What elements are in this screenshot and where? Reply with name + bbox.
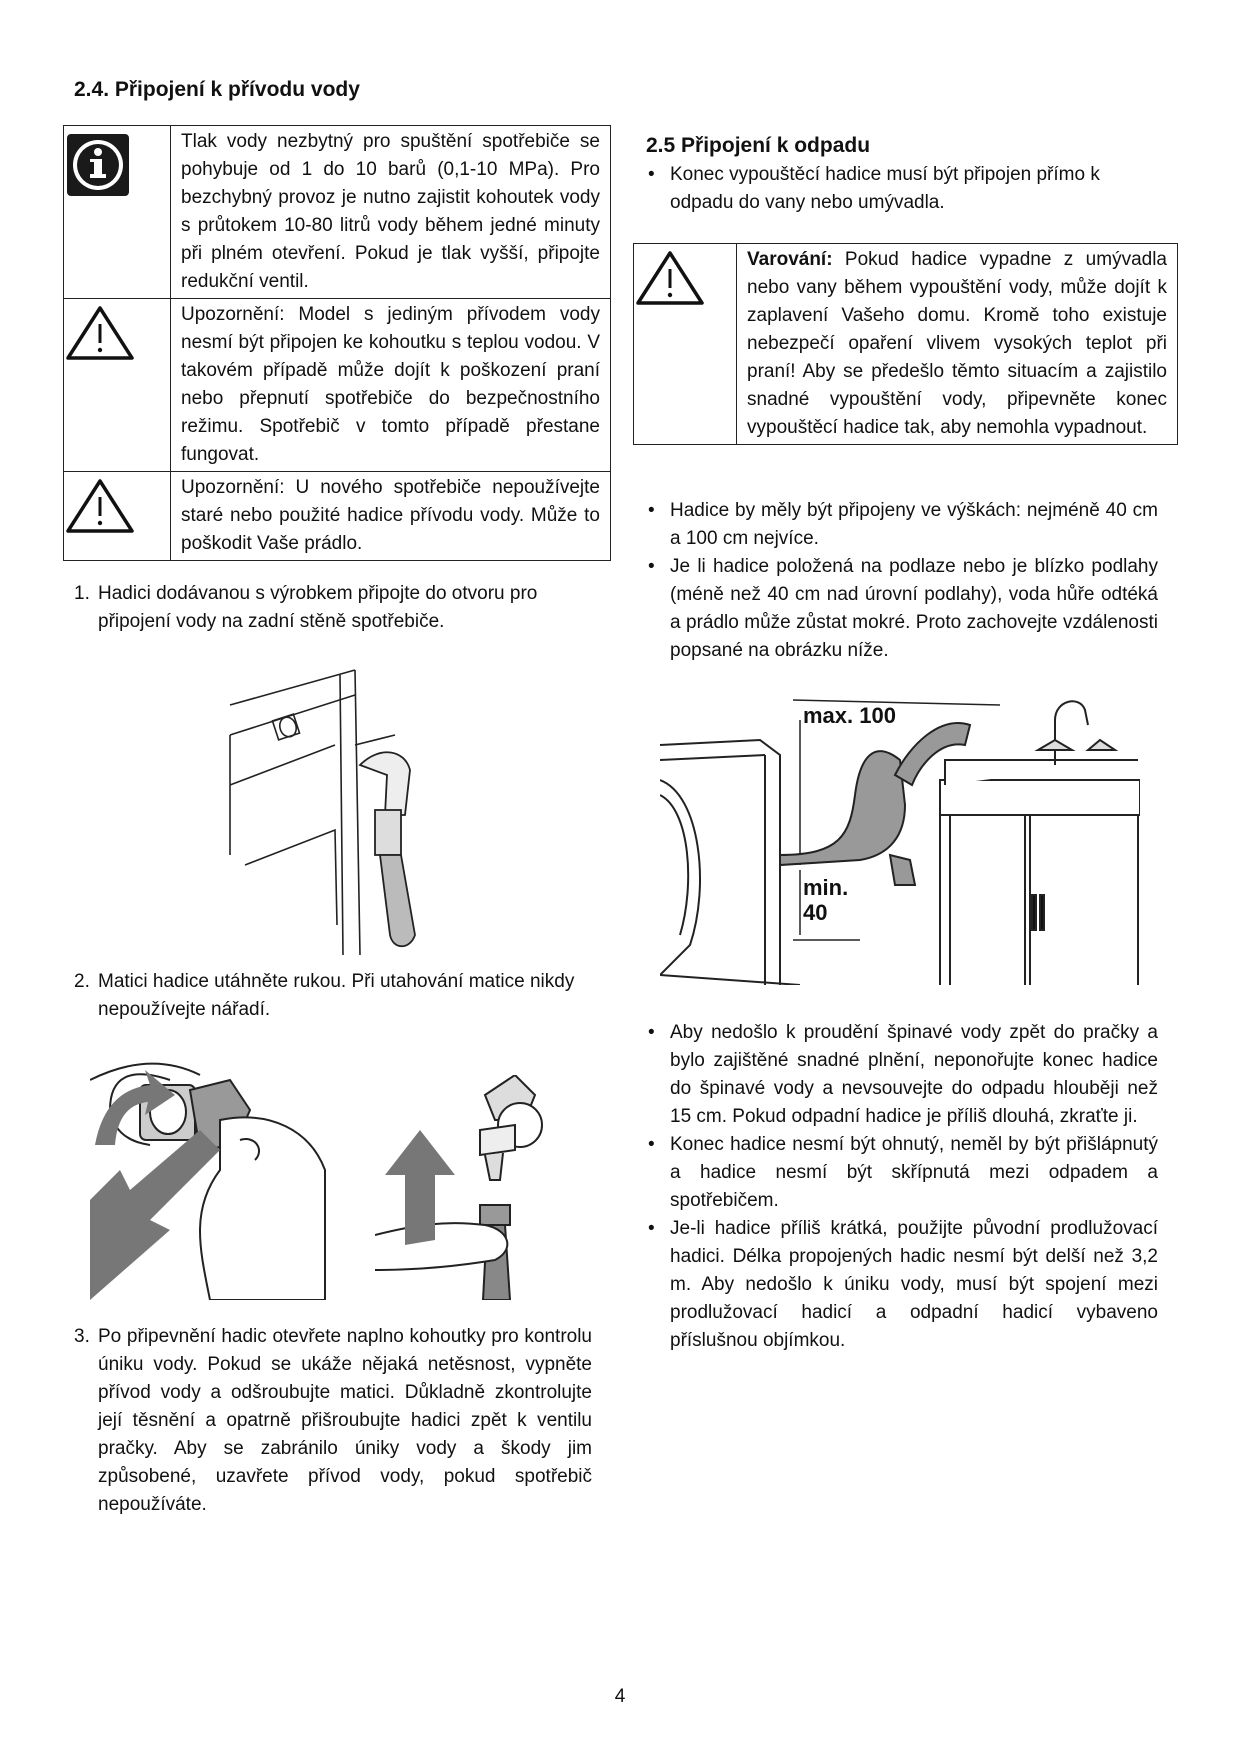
- step-number: 3.: [74, 1326, 90, 1347]
- step-3: [74, 1323, 592, 1519]
- notes-table: [63, 125, 611, 561]
- note-icon-cell: [64, 472, 171, 561]
- section-heading-drain: 2.5 Připojení k odpadu: [646, 134, 871, 157]
- list-item: • Konec hadice nesmí být ohnutý, neměl by být přišlápnutý a hadice nesmí být skřípnutá mezi odpadem a spotřebičem.: [646, 1131, 1158, 1215]
- info-icon: [65, 132, 131, 198]
- warning-icon: [65, 478, 135, 534]
- section-heading-water-inlet: 2.4. Připojení k přívodu vody: [74, 78, 360, 101]
- hand-tighten-illustration: [90, 1050, 330, 1300]
- list-item: • Je-li hadice příliš krátká, použijte původní prodlužovací hadici. Délka propojených hadic nesmí být delší než 3,2 m. Aby nedošlo k úniku vody, musí být spojení mezi prodlužovací hadicí a odpadní hadicí vybaveno příslušnou objímkou.: [646, 1215, 1158, 1355]
- note-text-info: Tlak vody nezbytný pro spuštění spotřebiče se pohybuje od 1 do 10 barů (0,1-10 MPa). Pro bezchybný provoz je nutno zajistit kohoutek vody s průtokem 10-80 litrů vody během jedné minuty při plném otevření. Pokud je tlak vyšší, připojte redukční ventil.: [171, 126, 611, 299]
- list-item: • Je li hadice položená na podlaze nebo je blízko podlahy (méně než 40 cm nad úrovní podlahy), voda hůře odtéká a prádlo může zůstat mokré. Proto zachovejte vzdálenosti popsané na obrázku níže.: [646, 553, 1158, 665]
- drain-height-diagram: [660, 685, 1140, 985]
- drain-height-list: [646, 497, 1158, 665]
- note-icon-cell: [64, 299, 171, 472]
- warning-label: Varování:: [747, 249, 833, 270]
- note-row: [634, 244, 1178, 445]
- drain-warning-text: [737, 244, 1178, 445]
- list-item: • Aby nedošlo k proudění špinavé vody zpět do pračky a bylo zajištěné snadné plnění, neponořujte konec hadice do špinavé vody a nevsouvejte do odpadu hlouběji než 15 cm. Pokud odpadní hadice je příliš dlouhá, zkraťte ji.: [646, 1019, 1158, 1131]
- warning-icon: [635, 250, 705, 306]
- step-text: Matici hadice utáhněte rukou. Při utahování matice nikdy nepoužívejte nářadí.: [98, 971, 575, 1020]
- step-text: Po připevnění hadic otevřete naplno kohoutky pro kontrolu úniku vody. Pokud se ukáže nějaká netěsnost, vypněte přívod vody a odšroubujte matici. Důkladně zkontrolujte její těsnění a opatrně přišroubujte hadici zpět k ventilu pračky. Aby se zabránilo úniky vody a škody jim způsobené, uzavřete přívod vody, pokud spotřebič nepoužíváte.: [98, 1326, 592, 1515]
- step-text: Hadici dodávanou s výrobkem připojte do otvoru pro připojení vody na zadní stěně spotřebiče.: [98, 583, 538, 632]
- page-number: 4: [614, 1686, 626, 1707]
- step-1: [74, 580, 558, 636]
- attach-to-tap-illustration: [375, 1075, 590, 1300]
- note-text-warning-hot-water: Upozornění: Model s jediným přívodem vody nesmí být připojen ke kohoutku s teplou vodou. V takovém případě může dojít k poškození praní nebo přepnutí spotřebiče do bezpečnostního režimu. Spotřebič v tomto případě přestane fungovat.: [171, 299, 611, 472]
- note-icon-cell: [64, 126, 171, 299]
- warning-body: Pokud hadice vypadne z umývadla nebo vany během vypouštění vody, může dojít k zaplavení Vašeho domu. Kromě toho existuje nebezpečí opaření vlivem vysokých teplot při praní! Aby se předešlo těmto situacím a zajistilo snadné vypouštění vody, připevněte konec vypouštěcí hadice tak, aby nemohla vypadnout.: [747, 249, 1167, 438]
- hose-inlet-illustration: [225, 665, 465, 955]
- drain-warning-table: [633, 243, 1178, 445]
- min-height-value: 40: [803, 900, 828, 925]
- note-row: [64, 472, 611, 561]
- min-height-label: min.: [803, 875, 849, 900]
- drain-rules-list: [646, 1019, 1158, 1355]
- note-row: [64, 299, 611, 472]
- note-text-warning-old-hoses: Upozornění: U nového spotřebiče nepoužívejte staré nebo použité hadice přívodu vody. Může to poškodit Vaše prádlo.: [171, 472, 611, 561]
- note-row: [64, 126, 611, 299]
- drain-intro-list: [646, 161, 1166, 217]
- list-item: • Konec vypouštěcí hadice musí být připojen přímo k odpadu do vany nebo umývadla.: [646, 161, 1166, 217]
- list-item: • Hadice by měly být připojeny ve výškách: nejméně 40 cm a 100 cm nejvíce.: [646, 497, 1158, 553]
- step-number: 1.: [74, 583, 90, 604]
- step-number: 2.: [74, 971, 90, 992]
- warning-icon: [65, 305, 135, 361]
- step-2: [74, 968, 594, 1024]
- note-icon-cell: [634, 244, 737, 445]
- max-height-label: max. 100: [803, 703, 896, 728]
